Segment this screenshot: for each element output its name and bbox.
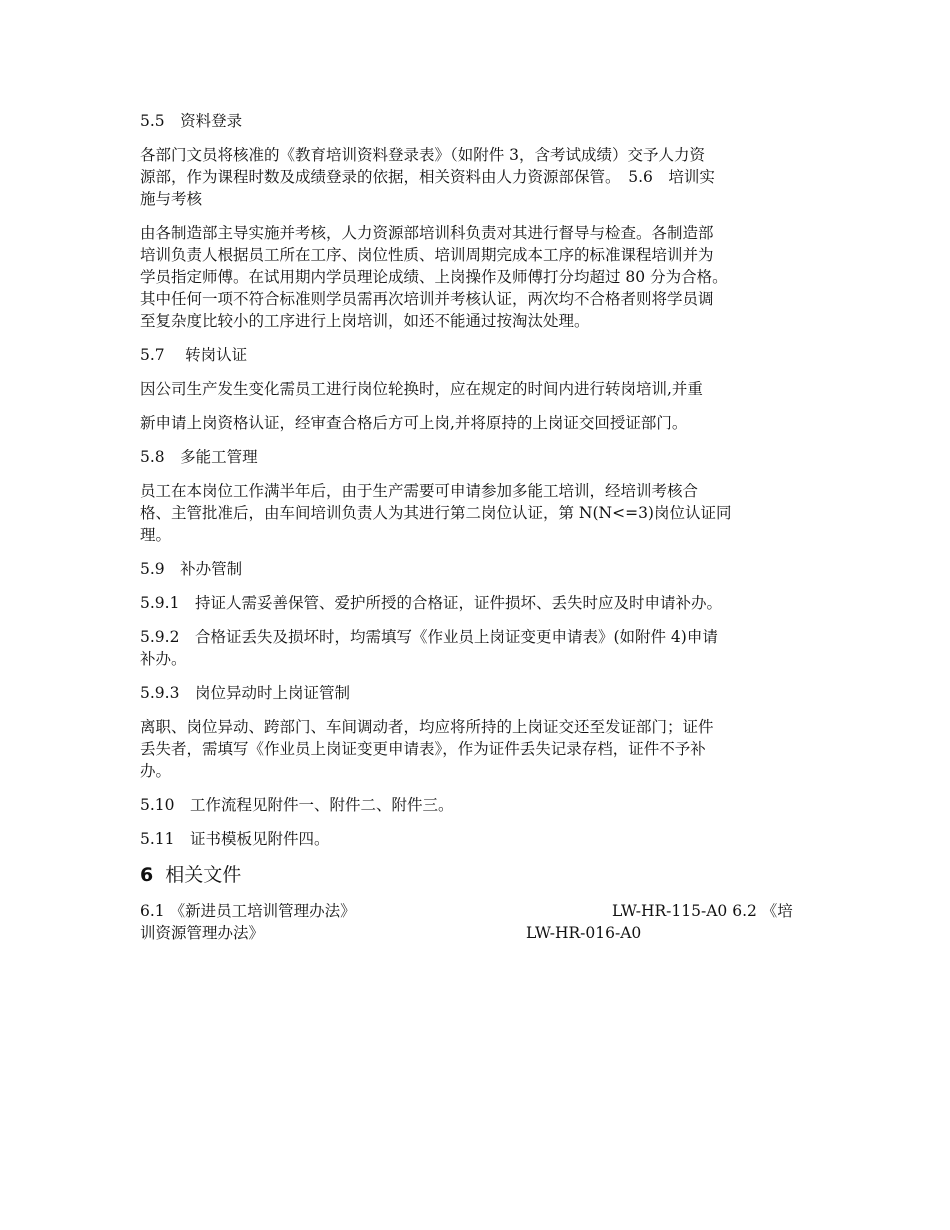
- paragraph-line: 员工在本岗位工作满半年后，由于生产需要可申请参加多能工培训，经培训考核合: [140, 482, 699, 500]
- paragraph-line: 办。: [140, 762, 172, 780]
- paragraph-line: 新申请上岗资格认证，经审查合格后方可上岗,并将原持的上岗证交回授证部门。: [140, 414, 688, 432]
- paragraph-line: 学员指定师傅。在试用期内学员理论成绩、上岗操作及师傅打分均超过 80 分为合格。: [140, 268, 728, 286]
- section-5-11: 5.11 证书模板见附件四。: [140, 830, 330, 848]
- paragraph-line: 其中任何一项不符合标准则学员需再次培训并考核认证，两次均不合格者则将学员调: [140, 290, 714, 308]
- paragraph-line: 丢失者，需填写《作业员上岗证变更申请表》，作为证件丢失记录存档，证件不予补: [140, 740, 706, 758]
- paragraph-line: 理。: [140, 526, 172, 544]
- paragraph-line: 各部门文员将核准的《教育培训资料登录表》（如附件 3，含考试成绩）交予人力资: [140, 146, 706, 164]
- paragraph-line: 5.9.2 合格证丢失及损坏时，均需填写《作业员上岗证变更申请表》(如附件 4)申请: [140, 628, 718, 646]
- related-file-6-1-title: 6.1 《新进员工培训管理办法》: [140, 902, 356, 920]
- paragraph-line: 由各制造部主导实施并考核，人力资源部培训科负责对其进行督导与检查。各制造部: [140, 224, 714, 242]
- paragraph-line: 补办。: [140, 650, 187, 668]
- related-files-row-2: [140, 922, 810, 944]
- section-6-title: 相关文件: [165, 864, 242, 886]
- related-files-row-1: [140, 900, 810, 922]
- section-5-8-body: [140, 480, 810, 546]
- paragraph-line: 至复杂度比较小的工序进行上岗培训，如还不能通过按淘汰处理。: [140, 312, 590, 330]
- section-5-10: 5.10 工作流程见附件一、附件二、附件三。: [140, 796, 454, 814]
- paragraph-line: 离职、岗位异动、跨部门、车间调动者，均应将所持的上岗证交还至发证部门；证件: [140, 718, 714, 736]
- section-5-7-title: 5.7 转岗认证: [140, 346, 248, 364]
- paragraph-line: 源部，作为课程时数及成绩登录的依据，相关资料由人力资源部保管。 5.6 培训实: [140, 168, 715, 186]
- paragraph-line: 培训负责人根据员工所在工序、岗位性质、培训周期完成本工序的标准课程培训并为: [140, 246, 714, 264]
- paragraph-line: 因公司生产发生变化需员工进行岗位轮换时，应在规定的时间内进行转岗培训,并重: [140, 380, 703, 398]
- paragraph-5-9-1: 5.9.1 持证人需妥善保管、爱护所授的合格证，证件损坏、丢失时应及时申请补办。: [140, 594, 722, 612]
- section-5-9-title: 5.9 补办管制: [140, 560, 243, 578]
- section-5-9-3-title: 5.9.3 岗位异动时上岗证管制: [140, 684, 350, 702]
- section-5-5-title: 5.5 资料登录: [140, 112, 243, 130]
- related-file-6-2-title: 训资源管理办法》: [140, 924, 265, 942]
- section-5-6-body: [140, 222, 810, 332]
- paragraph-line: 格、主管批准后，由车间培训负责人为其进行第二岗位认证，第 N(N<=3)岗位认证同: [140, 504, 732, 522]
- section-6-number: 6: [140, 864, 154, 886]
- related-file-6-2-code: LW-HR-016-A0: [526, 924, 642, 942]
- paragraph-line: 施与考核: [140, 190, 203, 208]
- related-file-6-1-code: LW-HR-115-A0 6.2 《培: [612, 902, 793, 920]
- section-5-8-title: 5.8 多能工管理: [140, 448, 258, 466]
- document-page: [140, 110, 810, 944]
- section-6-heading: [140, 862, 810, 888]
- paragraph-5-9-2: [140, 626, 810, 670]
- section-5-5-body: [140, 144, 810, 210]
- paragraph-5-9-3: [140, 716, 810, 782]
